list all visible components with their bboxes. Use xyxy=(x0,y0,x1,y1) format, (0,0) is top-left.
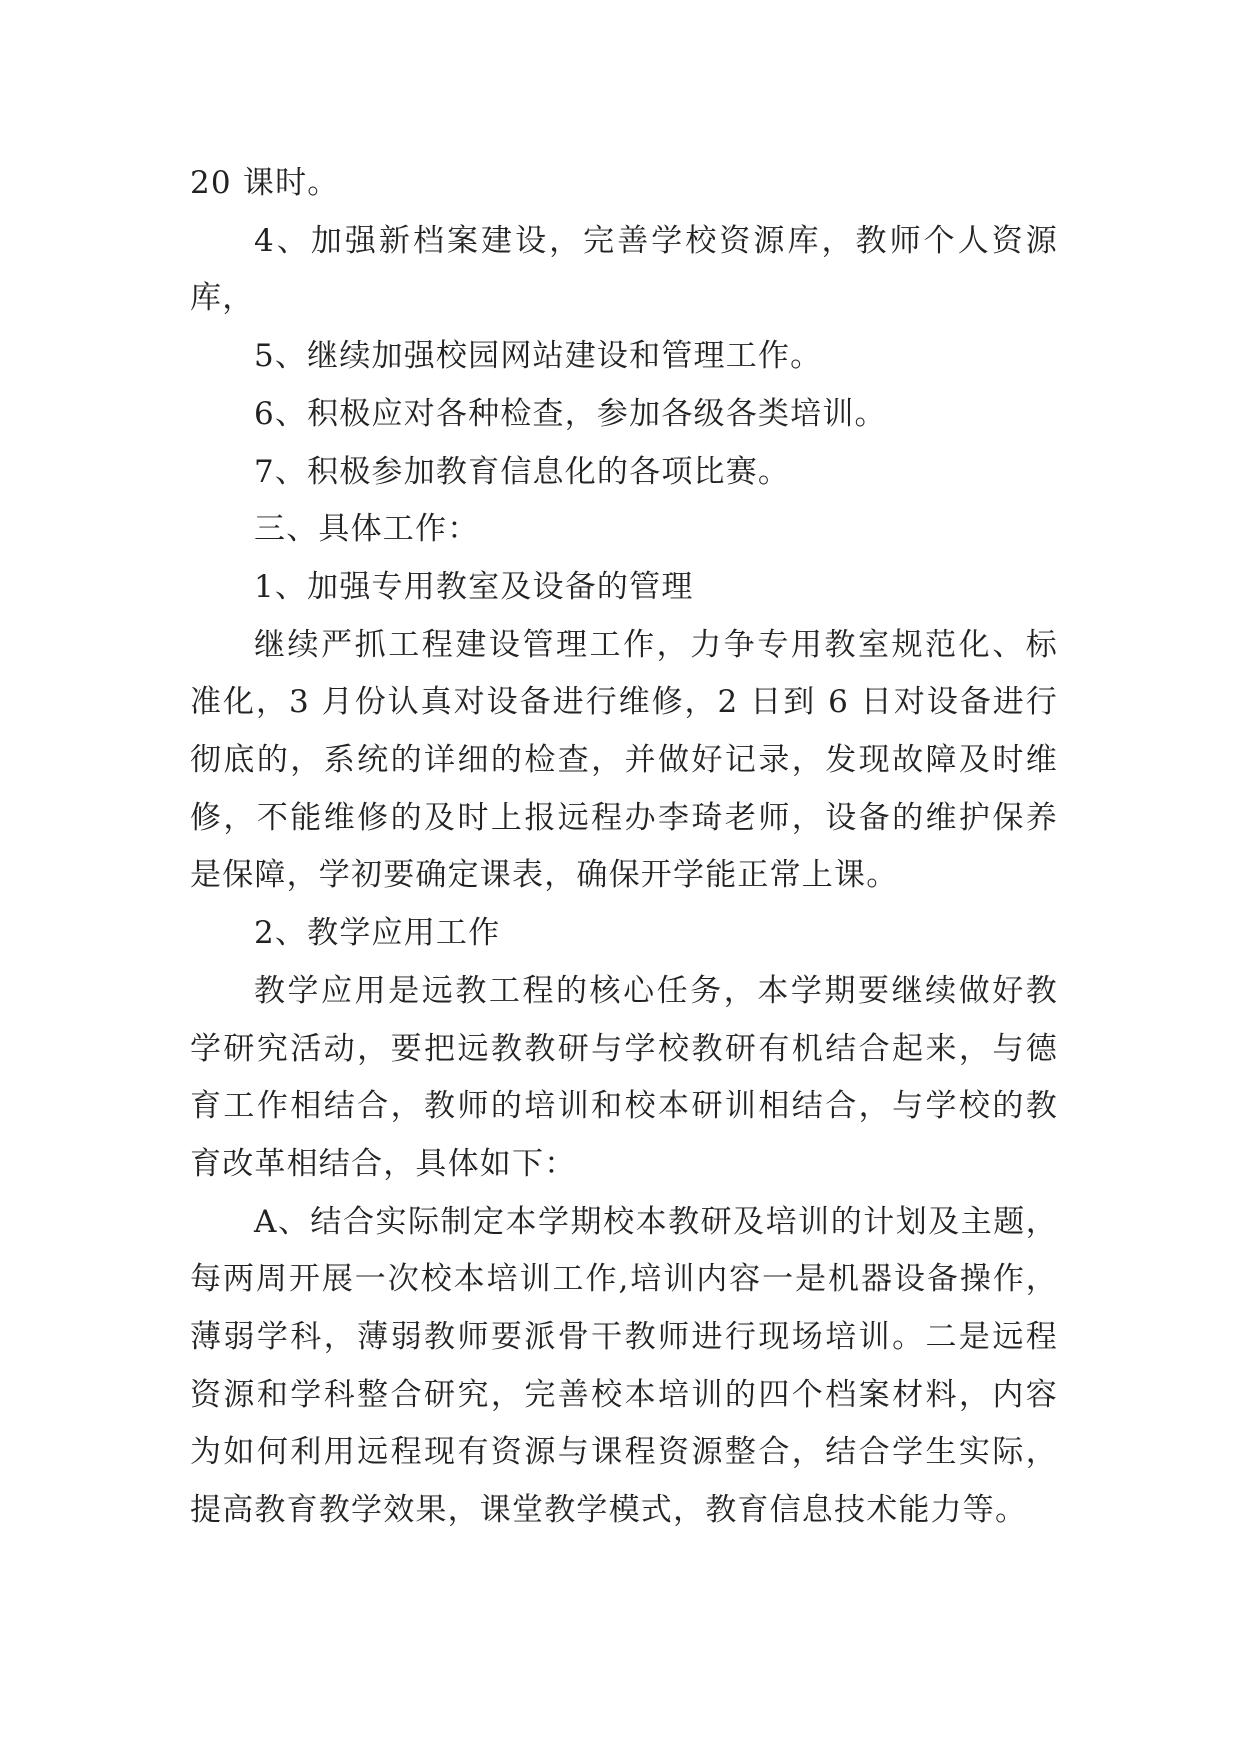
subheading-teaching-application: 2、教学应用工作 xyxy=(254,915,501,952)
paragraph-item-6: 6、积极应对各种检查，参加各级各类培训。 xyxy=(254,395,887,432)
document-body xyxy=(190,155,1058,1540)
section-heading-specific-work: 三、具体工作： xyxy=(254,511,480,548)
paragraph-item-7: 7、积极参加教育信息化的各项比赛。 xyxy=(254,453,791,490)
paragraph-item-5: 5、继续加强校园网站建设和管理工作。 xyxy=(254,338,823,375)
paragraph-item-a: A、结合实际制定本学期校本教研及培训的计划及主题，每两周开展一次校本培训工作,培训内容一是机器设备操作，薄弱学科，薄弱教师要派骨干教师进行现场培训。二是远程资源和学科整合研究，完善校本培训的四个档案材料，内容为如何利用远程现有资源与课程资源整合，结合学生实际，提高教育教学效果，课堂教学模式，教育信息技术能力等。 xyxy=(190,1203,1058,1529)
subheading-classroom-management: 1、加强专用教室及设备的管理 xyxy=(254,568,694,605)
paragraph-course-hours: 20 课时。 xyxy=(190,165,340,201)
paragraph-item-4: 4、加强新档案建设，完善学校资源库，教师个人资源库， xyxy=(190,222,1058,317)
paragraph-classroom-management: 继续严抓工程建设管理工作，力争专用教室规范化、标准化，3 月份认真对设备进行维修，2 日到 6 日对设备进行彻底的，系统的详细的检查，并做好记录，发现故障及时维修，不能维修的及时上报远程办李琦老师，设备的维护保养是保障，学初要确定课表，确保开学能正常上课。 xyxy=(190,626,1058,894)
paragraph-teaching-application: 教学应用是远教工程的核心任务，本学期要继续做好教学研究活动，要把远教教研与学校教研有机结合起来，与德育工作相结合，教师的培训和校本研训相结合，与学校的教育改革相结合，具体如下： xyxy=(190,972,1058,1182)
